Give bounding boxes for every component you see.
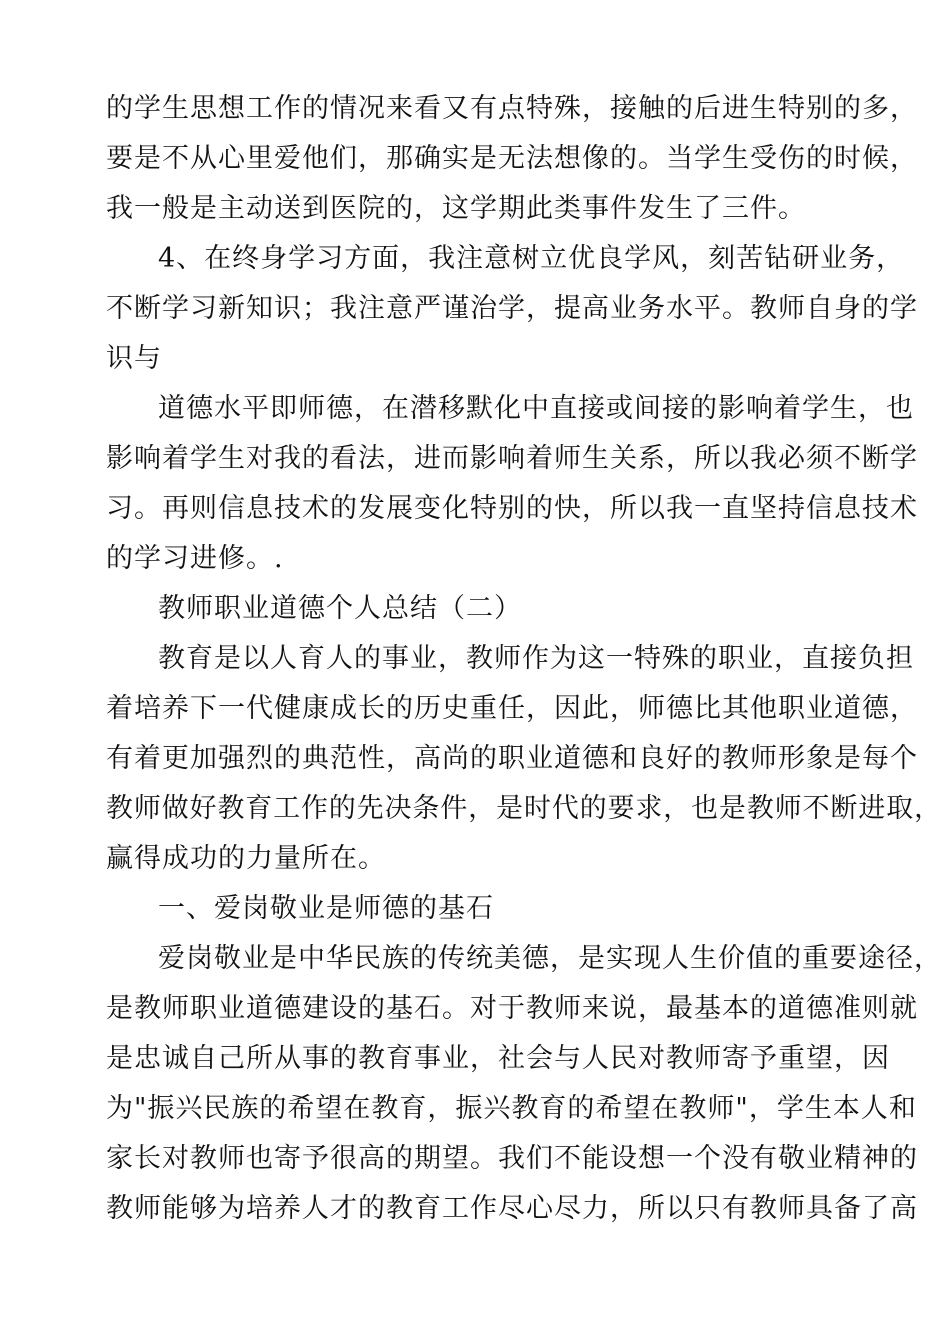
paragraph-start: 道德水平即师德，在潜移默化中直接或间接的影响着学生，也 xyxy=(158,393,914,424)
subsection-heading: 一、爱岗敬业是师德的基石 xyxy=(158,893,494,924)
paragraph-start: 教育是以人育人的事业，教师作为这一特殊的职业，直接负担 xyxy=(158,643,914,674)
text-line: 是忠诚自己所从事的教育事业，社会与人民对教师寄予重望，因 xyxy=(106,1043,890,1074)
numbered-paragraph: 4、在终身学习方面，我注意树立优良学风，刻苦钻研业务， xyxy=(158,243,905,274)
text-line: 赢得成功的力量所在。 xyxy=(106,843,386,874)
text-line: 着培养下一代健康成长的历史重任，因此，师德比其他职业道德， xyxy=(106,693,918,724)
text-line: 家长对教师也寄予很高的期望。我们不能设想一个没有敬业精神的 xyxy=(106,1143,918,1174)
text-line: 教师做好教育工作的先决条件，是时代的要求，也是教师不断进取， xyxy=(106,793,942,824)
text-line: 的学生思想工作的情况来看又有点特殊，接触的后进生特别的多， xyxy=(106,93,918,124)
text-line: 为"振兴民族的希望在教育，振兴教育的希望在教师"，学生本人和 xyxy=(106,1093,917,1124)
text-line: 的学习进修。. xyxy=(106,543,284,574)
text-line: 有着更加强烈的典范性，高尚的职业道德和良好的教师形象是每个 xyxy=(106,743,918,774)
section-title: 教师职业道德个人总结（二） xyxy=(158,593,522,624)
text-line: 影响着学生对我的看法，进而影响着师生关系，所以我必须不断学 xyxy=(106,443,918,474)
text-line: 我一般是主动送到医院的，这学期此类事件发生了三件。 xyxy=(106,193,806,224)
text-line: 要是不从心里爱他们，那确实是无法想像的。当学生受伤的时候， xyxy=(106,143,918,174)
text-line: 习。再则信息技术的发展变化特别的快，所以我一直坚持信息技术 xyxy=(106,493,918,524)
text-line: 是教师职业道德建设的基石。对于教师来说，最基本的道德准则就 xyxy=(106,993,918,1024)
paragraph-start: 爱岗敬业是中华民族的传统美德，是实现人生价值的重要途径， xyxy=(158,943,942,974)
text-line: 教师能够为培养人才的教育工作尽心尽力，所以只有教师具备了高 xyxy=(106,1193,918,1224)
text-line: 识与 xyxy=(106,343,162,374)
text-line: 不断学习新知识；我注意严谨治学，提高业务水平。教师自身的学 xyxy=(106,293,918,324)
